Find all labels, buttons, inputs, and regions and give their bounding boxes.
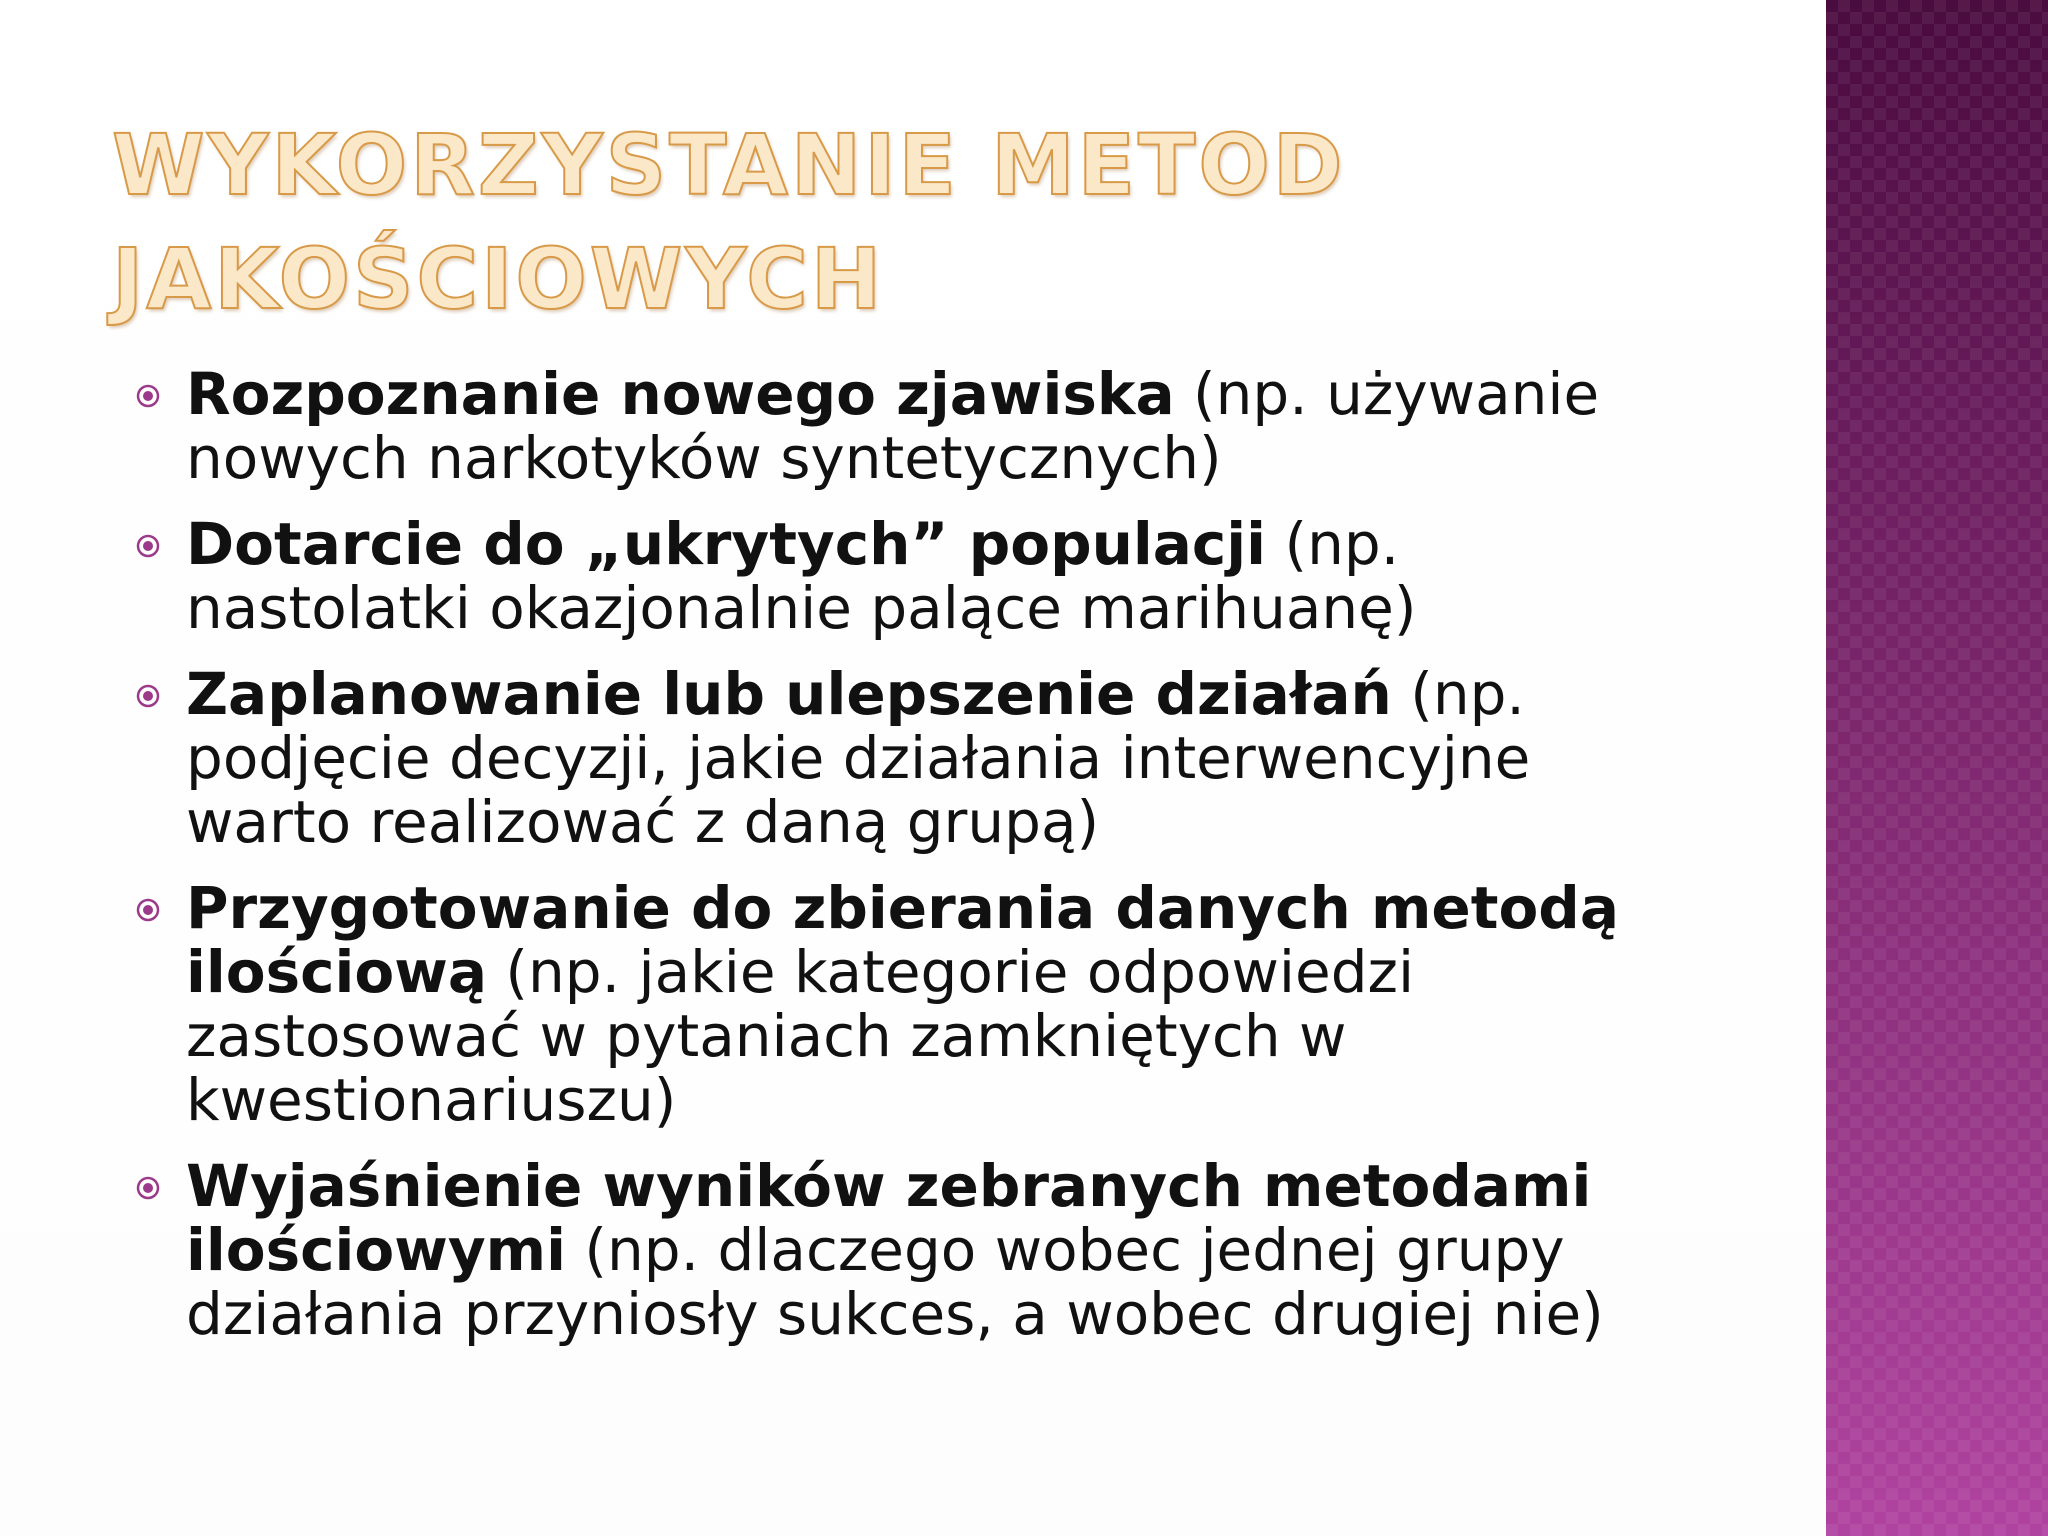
decorative-side-band (1826, 0, 2048, 1536)
title-line-2: JAKOŚCIOWYCH (112, 230, 885, 328)
bullet-bold-text: Przygotowanie do zbierania danych metodą ilościową (186, 874, 1619, 1006)
circle-bullet-icon (136, 534, 160, 558)
title-line-1: WYKORZYSTANIE METOD (112, 116, 1346, 214)
bullet-list (130, 362, 1690, 1368)
bullet-bold-text: Zaplanowanie lub ulepszenie działań (186, 660, 1392, 728)
circle-bullet-icon (136, 684, 160, 708)
bullet-item (130, 512, 1690, 640)
circle-bullet-icon (136, 1176, 160, 1200)
bullet-item (130, 876, 1690, 1132)
circle-bullet-icon (136, 384, 160, 408)
bullet-text: (np. dlaczego wobec jednej grupy działania przyniosły sukces, a wobec drugiej nie) (186, 1216, 1604, 1348)
bullet-item (130, 662, 1690, 854)
bullet-text: (np. używanie nowych narkotyków syntetycznych) (186, 360, 1600, 492)
circle-bullet-icon (136, 898, 160, 922)
bullet-bold-text: Wyjaśnienie wyników zebranych metodami ilościowymi (186, 1152, 1592, 1284)
bullet-item (130, 362, 1690, 490)
bullet-bold-text: Dotarcie do „ukrytych” populacji (186, 510, 1267, 578)
bullet-text: (np. nastolatki okazjonalnie palące marihuanę) (186, 510, 1417, 642)
bullet-item (130, 1154, 1690, 1346)
bullet-bold-text: Rozpoznanie nowego zjawiska (186, 360, 1175, 428)
slide-title (112, 108, 1512, 336)
bullet-text: (np. jakie kategorie odpowiedzi zastosować w pytaniach zamkniętych w kwestionariuszu) (186, 938, 1415, 1134)
bullet-text: (np. podjęcie decyzji, jakie działania interwencyjne warto realizować z daną grupą) (186, 660, 1531, 856)
